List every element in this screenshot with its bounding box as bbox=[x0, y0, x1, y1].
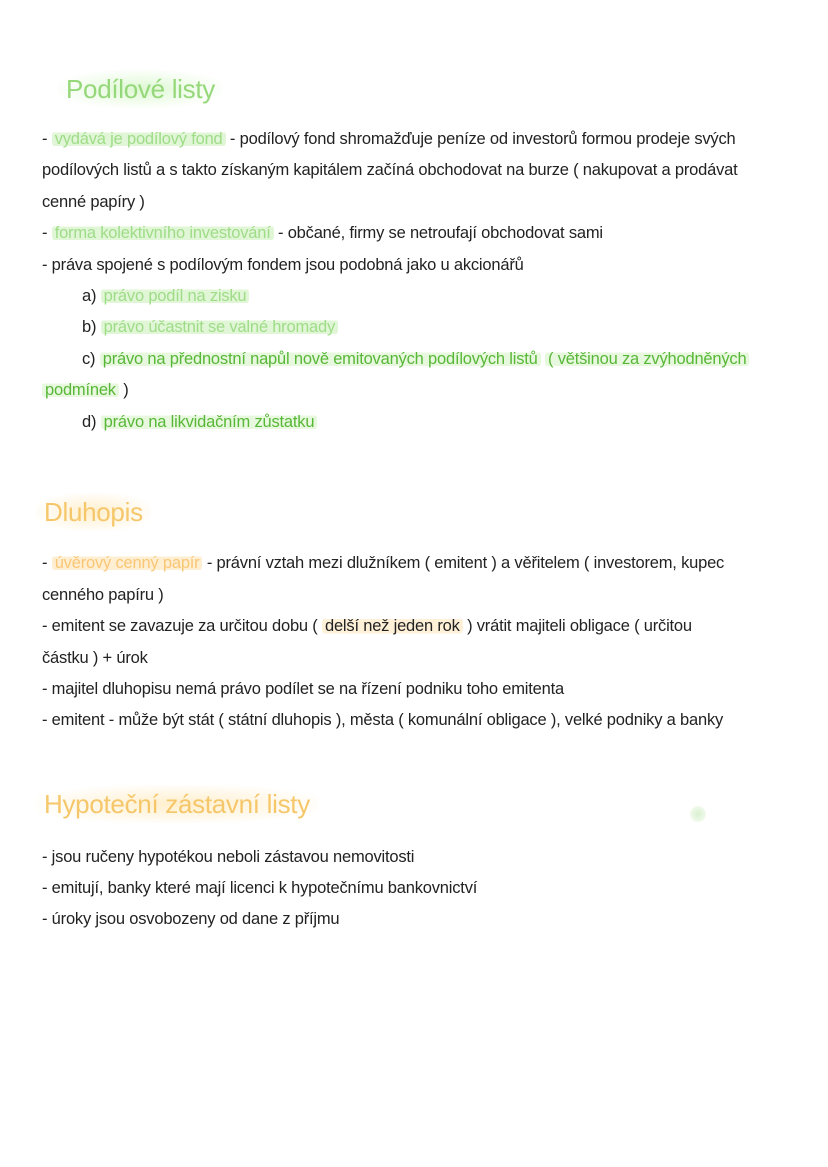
text-line bbox=[42, 127, 736, 151]
section-title-dluhopis: Dluhopis bbox=[36, 493, 151, 531]
text-line: - jsou ručeny hypotékou neboli zástavou nemovitosti bbox=[42, 848, 415, 866]
highlight-green: ( většinou za zvýhodněných bbox=[545, 350, 749, 368]
dash: - bbox=[42, 554, 52, 572]
list-marker: c) bbox=[82, 350, 100, 368]
text-line bbox=[42, 614, 692, 638]
list-item-c bbox=[82, 347, 749, 371]
text-line: podílových listů a s takto získaným kapitálem začíná obchodovat na burze ( nakupovat a prodávat bbox=[42, 161, 738, 179]
list-marker: a) bbox=[82, 287, 101, 305]
list-marker: b) bbox=[82, 318, 101, 336]
text-line bbox=[42, 221, 603, 245]
highlight-orange: úvěrový cenný papír bbox=[52, 554, 203, 572]
highlight-green: forma kolektivního investování bbox=[52, 224, 274, 242]
text-line: - emitují, banky které mají licenci k hypotečnímu bankovnictví bbox=[42, 879, 478, 897]
decorative-dot bbox=[690, 806, 706, 822]
highlight-green: podmínek bbox=[42, 381, 119, 399]
section-title-podilove-listy: Podílové listy bbox=[58, 70, 223, 108]
highlight-green: právo podíl na zisku bbox=[101, 287, 250, 305]
list-item-d bbox=[82, 410, 317, 434]
text-rest: - občané, firmy se netroufají obchodovat sami bbox=[273, 224, 603, 242]
text-line: - práva spojené s podílovým fondem jsou podobná jako u akcionářů bbox=[42, 256, 524, 274]
text-rest: ) vrátit majiteli obligace ( určitou bbox=[462, 617, 692, 635]
text-rest: - právní vztah mezi dlužníkem ( emitent ) a věřitelem ( investorem, kupec bbox=[202, 554, 725, 572]
text-line: - úroky jsou osvobozeny od dane z příjmu bbox=[42, 910, 340, 928]
section-title-hypotecni-zastavni-listy: Hypoteční zástavní listy bbox=[36, 785, 318, 823]
list-marker: d) bbox=[82, 413, 101, 431]
text-line: cenného papíru ) bbox=[42, 586, 164, 604]
list-item-a bbox=[82, 284, 249, 308]
text-line: cenné papíry ) bbox=[42, 193, 145, 211]
highlight-green: právo na přednostní napůl nově emitovaných podílových listů bbox=[100, 350, 541, 368]
text-rest: ) bbox=[118, 381, 129, 399]
text-pre: - emitent se zavazuje za určitou dobu ( bbox=[42, 617, 322, 635]
text-line bbox=[42, 378, 129, 402]
highlight-orange: delší než jeden rok bbox=[322, 617, 463, 635]
text-line: - majitel dluhopisu nemá právo podílet se na řízení podniku toho emitenta bbox=[42, 680, 564, 698]
dash: - bbox=[42, 130, 52, 148]
highlight-green: vydává je podílový fond bbox=[52, 130, 226, 148]
text-line: částku ) + úrok bbox=[42, 649, 148, 667]
highlight-green: právo účastnit se valné hromady bbox=[101, 318, 338, 336]
text-line bbox=[42, 551, 724, 575]
list-item-b bbox=[82, 315, 338, 339]
text-rest: - podílový fond shromažďuje peníze od investorů formou prodeje svých bbox=[225, 130, 736, 148]
text-line: - emitent - může být stát ( státní dluhopis ), města ( komunální obligace ), velké podniky a banky bbox=[42, 711, 724, 729]
highlight-green: právo na likvidačním zůstatku bbox=[101, 413, 318, 431]
dash: - bbox=[42, 224, 52, 242]
